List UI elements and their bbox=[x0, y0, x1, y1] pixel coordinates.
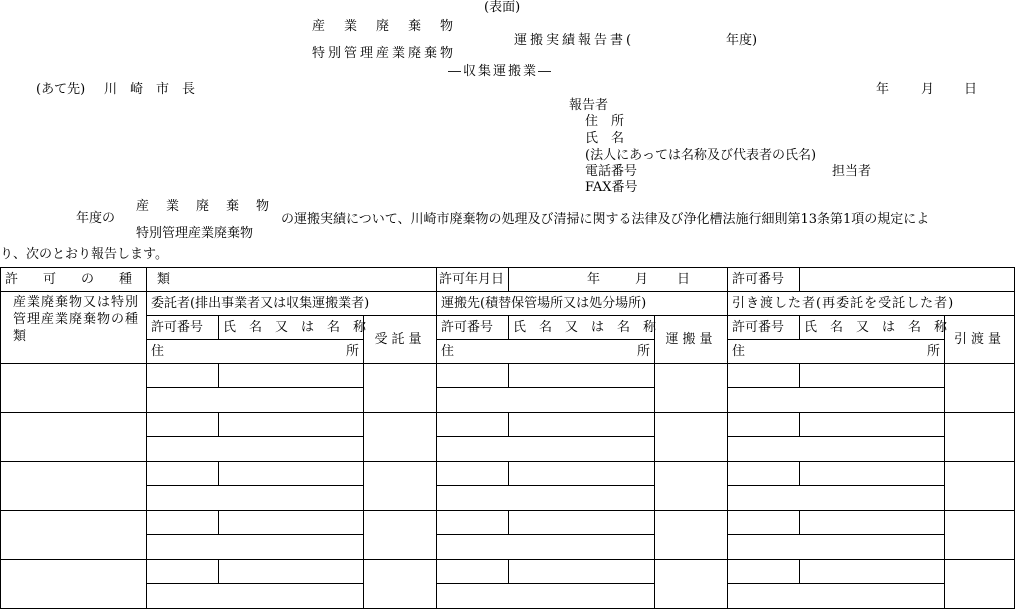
date-month: 月 bbox=[921, 82, 935, 97]
consignor-name-header: 氏 名 又 は 名 称 bbox=[219, 316, 364, 340]
destination-permit-number-cell[interactable] bbox=[437, 560, 509, 584]
destination-name-header: 氏 名 又 は 名 称 bbox=[509, 316, 655, 340]
permit-number-value[interactable] bbox=[800, 268, 1015, 292]
body-year-label: 年度の bbox=[76, 211, 116, 226]
table-row bbox=[1, 462, 1015, 486]
body-text-line2: り、次のとおり報告します。 bbox=[0, 247, 168, 262]
reporter-address-label: 住 所 bbox=[585, 114, 625, 129]
waste-type-header: 産業廃棄物又は特別管理産業廃棄物の種類 bbox=[1, 292, 147, 364]
transferee-address-cell[interactable] bbox=[728, 584, 945, 609]
transport-amount-cell[interactable] bbox=[655, 413, 728, 462]
form-title: 運搬実績報告書( bbox=[514, 33, 635, 48]
transferee-address-header bbox=[728, 340, 945, 364]
received-amount-cell[interactable] bbox=[364, 462, 437, 511]
destination-permit-number-cell[interactable] bbox=[437, 462, 509, 486]
transport-amount-header: 運搬量 bbox=[655, 316, 728, 364]
transferee-address-cell[interactable] bbox=[728, 388, 945, 413]
permit-date-year: 年 bbox=[587, 272, 601, 287]
table-row bbox=[1, 364, 1015, 388]
data-rows bbox=[1, 364, 1015, 609]
addressee-label: (あて先) bbox=[36, 82, 86, 97]
table-row bbox=[1, 560, 1015, 584]
destination-permit-number-cell[interactable] bbox=[437, 413, 509, 437]
consignor-address-cell[interactable] bbox=[147, 437, 364, 462]
transferee-name-cell[interactable] bbox=[800, 364, 945, 388]
transferee-address-cell[interactable] bbox=[728, 535, 945, 560]
delivered-amount-header: 引渡量 bbox=[945, 316, 1015, 364]
consignor-address-header bbox=[147, 340, 364, 364]
delivered-amount-cell[interactable] bbox=[945, 413, 1015, 462]
transferee-name-header: 氏 名 又 は 名 称 bbox=[800, 316, 945, 340]
destination-address-cell[interactable] bbox=[437, 388, 655, 413]
date-year: 年 bbox=[876, 82, 890, 97]
consignor-address-cell[interactable] bbox=[147, 486, 364, 511]
destination-name-cell[interactable] bbox=[509, 462, 655, 486]
transferee-permit-number-cell[interactable] bbox=[728, 413, 800, 437]
destination-header: 運搬先(積替保管場所又は処分場所) bbox=[437, 292, 728, 316]
consignor-permit-number-cell[interactable] bbox=[147, 364, 219, 388]
received-amount-cell[interactable] bbox=[364, 364, 437, 413]
destination-permit-number-header: 許可番号 bbox=[437, 316, 509, 340]
waste-type-cell[interactable] bbox=[1, 364, 147, 413]
consignor-permit-number-cell[interactable] bbox=[147, 560, 219, 584]
body-text-line1: の運搬実績について、川崎市廃棄物の処理及び清掃に関する法律及び浄化槽法施行細則第13条第1項の規定によ bbox=[281, 212, 930, 227]
transferee-permit-number-cell[interactable] bbox=[728, 511, 800, 535]
transferee-permit-number-cell[interactable] bbox=[728, 364, 800, 388]
destination-permit-number-cell[interactable] bbox=[437, 511, 509, 535]
table-row-address bbox=[1, 437, 1015, 462]
destination-name-cell[interactable] bbox=[509, 364, 655, 388]
consignor-name-cell[interactable] bbox=[219, 511, 364, 535]
form-side-label: (表面) bbox=[484, 0, 521, 15]
delivered-amount-cell[interactable] bbox=[945, 560, 1015, 609]
title-type-line2: 特別管理産業廃棄物 bbox=[312, 46, 457, 61]
received-amount-cell[interactable] bbox=[364, 560, 437, 609]
transport-amount-cell[interactable] bbox=[655, 364, 728, 413]
consignor-permit-number-cell[interactable] bbox=[147, 511, 219, 535]
delivered-amount-cell[interactable] bbox=[945, 462, 1015, 511]
table-row bbox=[1, 413, 1015, 437]
report-table bbox=[0, 267, 1015, 609]
destination-name-cell[interactable] bbox=[509, 413, 655, 437]
transferee-name-cell[interactable] bbox=[800, 413, 945, 437]
address-right: 所 bbox=[345, 344, 359, 359]
consignor-name-cell[interactable] bbox=[219, 560, 364, 584]
destination-name-cell[interactable] bbox=[509, 511, 655, 535]
destination-address-cell[interactable] bbox=[437, 486, 655, 511]
reporter-contact-label: 担当者 bbox=[832, 164, 872, 179]
waste-type-cell[interactable] bbox=[1, 462, 147, 511]
transferee-name-cell[interactable] bbox=[800, 511, 945, 535]
permit-date-month: 月 bbox=[635, 272, 649, 287]
form-title-year: 年度) bbox=[726, 33, 758, 48]
waste-type-cell[interactable] bbox=[1, 413, 147, 462]
address-left: 住 bbox=[151, 344, 165, 359]
table-row bbox=[1, 511, 1015, 535]
transferee-permit-number-cell[interactable] bbox=[728, 462, 800, 486]
date-day: 日 bbox=[964, 82, 978, 97]
table-row-address bbox=[1, 535, 1015, 560]
waste-type-cell[interactable] bbox=[1, 511, 147, 560]
delivered-amount-cell[interactable] bbox=[945, 511, 1015, 560]
destination-permit-number-cell[interactable] bbox=[437, 364, 509, 388]
title-type-line1: 産 業 廃 棄 物 bbox=[312, 19, 457, 34]
transferee-address-cell[interactable] bbox=[728, 437, 945, 462]
consignor-permit-number-header: 許可番号 bbox=[147, 316, 219, 340]
transferee-permit-number-cell[interactable] bbox=[728, 560, 800, 584]
permit-type-label: 許 可 の 種 類 bbox=[1, 268, 147, 292]
body-type-line2: 特別管理産業廃棄物 bbox=[136, 226, 254, 241]
table-row-address bbox=[1, 584, 1015, 609]
transferee-name-cell[interactable] bbox=[800, 560, 945, 584]
reporter-phone-label: 電話番号 bbox=[585, 164, 638, 179]
consignor-permit-number-cell[interactable] bbox=[147, 462, 219, 486]
destination-address-cell[interactable] bbox=[437, 535, 655, 560]
body-type-line1: 産 業 廃 棄 物 bbox=[136, 199, 272, 214]
consignor-permit-number-cell[interactable] bbox=[147, 413, 219, 437]
table-row-address bbox=[1, 486, 1015, 511]
consignor-address-cell[interactable] bbox=[147, 584, 364, 609]
permit-type-value[interactable] bbox=[147, 268, 437, 292]
reporter-heading: 報告者 bbox=[569, 98, 609, 113]
consignor-address-cell[interactable] bbox=[147, 388, 364, 413]
destination-name-cell[interactable] bbox=[509, 560, 655, 584]
transferee-header: 引き渡した者(再委託を受託した者) bbox=[728, 292, 1015, 316]
destination-address-header bbox=[437, 340, 655, 364]
reporter-name-note: (法人にあっては名称及び代表者の氏名) bbox=[585, 148, 817, 163]
received-amount-cell[interactable] bbox=[364, 413, 437, 462]
transport-amount-cell[interactable] bbox=[655, 560, 728, 609]
address-right: 所 bbox=[926, 344, 940, 359]
table-row-address bbox=[1, 388, 1015, 413]
address-left: 住 bbox=[441, 344, 455, 359]
transport-amount-cell[interactable] bbox=[655, 511, 728, 560]
waste-type-cell[interactable] bbox=[1, 560, 147, 609]
consignor-name-cell[interactable] bbox=[219, 364, 364, 388]
addressee-name: 川 崎 市 長 bbox=[104, 82, 196, 97]
permit-date-label: 許可年月日 bbox=[437, 268, 509, 292]
permit-date-day: 日 bbox=[677, 272, 691, 287]
permit-date-value[interactable] bbox=[509, 268, 728, 292]
reporter-fax-label: FAX番号 bbox=[585, 180, 638, 195]
consignor-name-cell[interactable] bbox=[219, 413, 364, 437]
destination-address-cell[interactable] bbox=[437, 437, 655, 462]
received-amount-cell[interactable] bbox=[364, 511, 437, 560]
transferee-permit-number-header: 許可番号 bbox=[728, 316, 800, 340]
permit-number-label: 許可番号 bbox=[728, 268, 800, 292]
consignor-name-cell[interactable] bbox=[219, 462, 364, 486]
transferee-name-cell[interactable] bbox=[800, 462, 945, 486]
form-subtitle: ―収集運搬業― bbox=[448, 64, 554, 79]
address-left: 住 bbox=[732, 344, 746, 359]
consignor-header: 委託者(排出事業者又は収集運搬業者) bbox=[147, 292, 437, 316]
reporter-name-label: 氏 名 bbox=[585, 131, 625, 146]
received-amount-header: 受託量 bbox=[364, 316, 437, 364]
consignor-address-cell[interactable] bbox=[147, 535, 364, 560]
transferee-address-cell[interactable] bbox=[728, 486, 945, 511]
address-right: 所 bbox=[636, 344, 650, 359]
transport-amount-cell[interactable] bbox=[655, 462, 728, 511]
delivered-amount-cell[interactable] bbox=[945, 364, 1015, 413]
destination-address-cell[interactable] bbox=[437, 584, 655, 609]
